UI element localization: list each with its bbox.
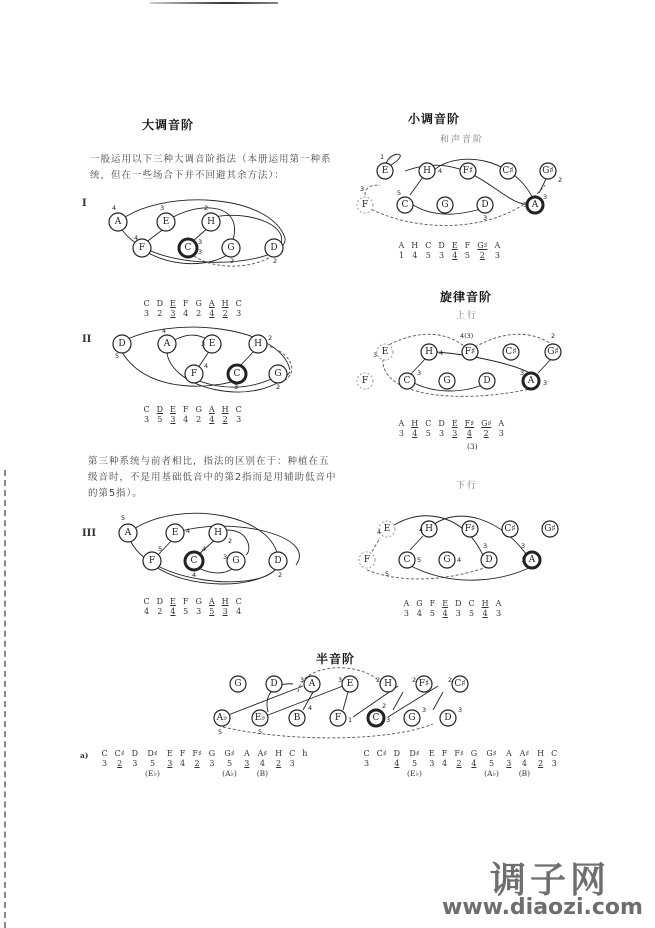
svg-text:2: 2 bbox=[382, 702, 387, 710]
svg-text:E: E bbox=[171, 528, 179, 538]
svg-text:G: G bbox=[443, 555, 451, 565]
svg-text:2: 2 bbox=[551, 332, 556, 340]
svg-text:G: G bbox=[274, 369, 282, 379]
svg-text:D: D bbox=[270, 679, 278, 689]
fingering-table-2: C D E F G A H C 3 5 3 4 2 4 2 3 bbox=[143, 404, 242, 424]
svg-text:3: 3 bbox=[521, 556, 526, 564]
svg-text:2: 2 bbox=[448, 676, 453, 684]
svg-text:3: 3 bbox=[300, 676, 305, 684]
node-A-root bbox=[527, 197, 543, 213]
svg-text:5: 5 bbox=[121, 514, 126, 522]
node-D bbox=[265, 239, 283, 257]
node-Fsharp bbox=[462, 521, 478, 537]
svg-text:3: 3 bbox=[422, 706, 427, 714]
node-A bbox=[119, 524, 137, 542]
node-C-root bbox=[179, 239, 197, 257]
svg-text:4: 4 bbox=[419, 526, 424, 534]
node-D bbox=[481, 552, 497, 568]
svg-text:3: 3 bbox=[543, 379, 548, 387]
minor-scale-title: 小调音阶 bbox=[408, 112, 461, 126]
svg-text:5: 5 bbox=[385, 570, 390, 578]
node-C bbox=[399, 552, 415, 568]
svg-text:D: D bbox=[274, 556, 282, 566]
svg-text:G♯: G♯ bbox=[547, 347, 559, 357]
node-F bbox=[359, 552, 375, 568]
node-D2 bbox=[440, 710, 456, 726]
node-F bbox=[185, 365, 203, 383]
svg-text:4: 4 bbox=[457, 556, 462, 564]
svg-text:3: 3 bbox=[160, 204, 165, 212]
svg-text:D: D bbox=[270, 243, 278, 253]
svg-text:4: 4 bbox=[134, 234, 139, 242]
svg-text:D: D bbox=[483, 376, 491, 386]
svg-text:4: 4 bbox=[438, 167, 443, 175]
chromatic-diagram bbox=[208, 672, 468, 737]
svg-text:F♯: F♯ bbox=[418, 679, 430, 689]
svg-text:C: C bbox=[401, 200, 409, 210]
svg-text:4: 4 bbox=[192, 571, 197, 579]
svg-text:G: G bbox=[234, 679, 242, 689]
svg-text:3: 3 bbox=[373, 351, 378, 359]
svg-text:E: E bbox=[381, 166, 389, 176]
node-Gsharp bbox=[540, 163, 556, 179]
svg-text:2: 2 bbox=[273, 257, 278, 265]
svg-text:2: 2 bbox=[204, 204, 209, 212]
svg-text:A♭: A♭ bbox=[216, 713, 228, 723]
node-C bbox=[399, 373, 415, 389]
svg-text:F: F bbox=[361, 376, 369, 386]
svg-text:3: 3 bbox=[223, 553, 228, 561]
svg-text:5: 5 bbox=[115, 352, 120, 360]
svg-text:G: G bbox=[227, 243, 235, 253]
chromatic-left-table: C C♯ D D♯ E F F♯ G G♯ A A♯ H C h 3 2 3 5 3 4 2 3 5 3 4 2 3 (E♭) (A♭) (B) bbox=[101, 748, 308, 778]
svg-text:C♯: C♯ bbox=[502, 166, 514, 176]
svg-text:5: 5 bbox=[417, 556, 422, 564]
svg-text:3: 3 bbox=[417, 369, 422, 377]
node-D bbox=[479, 373, 495, 389]
svg-text:H: H bbox=[425, 524, 433, 534]
svg-text:F: F bbox=[190, 369, 198, 379]
svg-text:2: 2 bbox=[230, 257, 235, 265]
node-A bbox=[109, 213, 127, 231]
svg-text:F: F bbox=[148, 556, 156, 566]
node-E bbox=[342, 676, 358, 692]
melodic-scale-title: 旋律音阶 bbox=[440, 290, 493, 304]
svg-text:5: 5 bbox=[218, 728, 223, 736]
svg-text:2: 2 bbox=[558, 176, 563, 184]
descending-subtitle: 下行 bbox=[456, 481, 479, 491]
melodic-descending-table: A G F E D C H A 3 4 5 4 3 5 4 3 bbox=[403, 598, 502, 618]
svg-text:B: B bbox=[293, 713, 301, 723]
node-E bbox=[203, 335, 221, 353]
svg-text:2: 2 bbox=[268, 334, 273, 342]
svg-text:4: 4 bbox=[308, 704, 313, 712]
svg-text:4: 4 bbox=[186, 527, 191, 535]
svg-text:D: D bbox=[444, 713, 452, 723]
harmonic-fingering-table: A H C D E F G♯ A 1 4 5 3 4 5 2 3 bbox=[398, 240, 501, 260]
node-Csharp bbox=[502, 521, 518, 537]
node-D bbox=[266, 676, 282, 692]
node-D bbox=[477, 197, 493, 213]
svg-text:3: 3 bbox=[483, 214, 488, 222]
system-label-2: II bbox=[82, 334, 92, 345]
node-G bbox=[222, 239, 240, 257]
node-D bbox=[269, 552, 287, 570]
svg-text:G♯: G♯ bbox=[544, 524, 556, 534]
svg-text:2: 2 bbox=[376, 676, 381, 684]
svg-text:C♯: C♯ bbox=[505, 347, 517, 357]
node-A-root bbox=[524, 552, 540, 568]
svg-text:E: E bbox=[162, 217, 170, 227]
svg-text:A: A bbox=[124, 528, 132, 538]
melodic-ascending-table: A H C D E F♯ G♯ A 3 4 5 3 3 4 2 3 bbox=[398, 418, 505, 438]
svg-text:4: 4 bbox=[377, 528, 382, 536]
node-Csharp bbox=[500, 163, 516, 179]
svg-text:4: 4 bbox=[162, 327, 167, 335]
harmonic-scale-subtitle: 和声音阶 bbox=[440, 135, 485, 145]
node-B bbox=[289, 710, 305, 726]
svg-text:3: 3 bbox=[234, 383, 239, 391]
svg-text:G: G bbox=[408, 713, 416, 723]
node-Csharp bbox=[503, 344, 519, 360]
svg-text:H: H bbox=[384, 679, 392, 689]
svg-text:H: H bbox=[214, 528, 222, 538]
node-E bbox=[377, 163, 393, 179]
node-H bbox=[202, 213, 220, 231]
svg-text:A: A bbox=[114, 217, 122, 227]
svg-text:A: A bbox=[528, 555, 536, 565]
svg-text:H: H bbox=[423, 166, 431, 176]
node-C-root bbox=[185, 552, 203, 570]
svg-text:3: 3 bbox=[201, 340, 206, 348]
svg-text:F: F bbox=[334, 713, 342, 723]
node-F bbox=[357, 373, 373, 389]
harmonic-diagram bbox=[355, 155, 570, 230]
svg-text:3: 3 bbox=[520, 369, 525, 377]
svg-text:A: A bbox=[527, 376, 535, 386]
node-Gsharp bbox=[542, 521, 558, 537]
svg-text:C: C bbox=[184, 243, 192, 253]
svg-text:G♯: G♯ bbox=[542, 166, 554, 176]
svg-text:4: 4 bbox=[202, 545, 207, 553]
chromatic-row-label: a) bbox=[80, 751, 89, 760]
svg-text:3: 3 bbox=[521, 542, 526, 550]
chromatic-scale-title: 半音阶 bbox=[316, 652, 356, 666]
binding-edge bbox=[4, 470, 6, 928]
major-intro-text: 一般运用以下三种大调音阶指法（本册运用第一种系统，但在一些场合下并不回避其余方法）： bbox=[90, 154, 332, 181]
svg-text:4(3): 4(3) bbox=[460, 332, 474, 340]
node-D bbox=[113, 335, 131, 353]
svg-text:H: H bbox=[254, 339, 262, 349]
major-scale-title: 大调音阶 bbox=[142, 118, 195, 132]
svg-text:E♭: E♭ bbox=[254, 713, 266, 723]
svg-text:F♯: F♯ bbox=[464, 347, 476, 357]
svg-text:E: E bbox=[208, 339, 216, 349]
page-top-edge bbox=[150, 2, 278, 4]
svg-text:D: D bbox=[118, 339, 126, 349]
svg-text:F♯: F♯ bbox=[462, 166, 474, 176]
svg-text:A: A bbox=[531, 200, 539, 210]
node-C-root bbox=[368, 710, 384, 726]
svg-text:2: 2 bbox=[278, 571, 283, 579]
node-E bbox=[157, 213, 175, 231]
svg-text:5: 5 bbox=[158, 545, 163, 553]
svg-text:3: 3 bbox=[483, 542, 488, 550]
svg-text:3: 3 bbox=[458, 706, 463, 714]
node-C-root bbox=[228, 365, 246, 383]
chromatic-right-table: C C♯ D D♯ E F F♯ G G♯ A A♯ H C 3 4 5 3 4 2 4 5 3 4 2 3 (E♭) (A♭) (B) bbox=[363, 748, 558, 778]
node-F bbox=[143, 552, 161, 570]
node-G2 bbox=[404, 710, 420, 726]
svg-text:E: E bbox=[381, 347, 389, 357]
node-A bbox=[304, 676, 320, 692]
svg-text:3: 3 bbox=[360, 185, 365, 193]
node-G bbox=[269, 365, 287, 383]
svg-text:H: H bbox=[425, 347, 433, 357]
node-Csharp bbox=[452, 676, 468, 692]
alt-finger-paren: (3) bbox=[467, 442, 478, 451]
node-F bbox=[330, 710, 346, 726]
watermark-url: www.diaozi.com bbox=[442, 895, 643, 920]
node-G bbox=[437, 197, 453, 213]
node-F bbox=[357, 197, 373, 213]
system-label-1: I bbox=[82, 198, 87, 209]
node-Aflat bbox=[214, 710, 230, 726]
svg-text:E: E bbox=[383, 524, 391, 534]
node-H bbox=[249, 335, 267, 353]
watermark-logo: 调子网 bbox=[490, 860, 611, 901]
svg-text:C♯: C♯ bbox=[454, 679, 466, 689]
svg-text:3: 3 bbox=[198, 238, 203, 246]
svg-text:C: C bbox=[403, 555, 411, 565]
node-H bbox=[209, 524, 227, 542]
svg-text:4: 4 bbox=[112, 204, 117, 212]
node-Eflat bbox=[252, 710, 268, 726]
svg-text:1: 1 bbox=[380, 153, 385, 161]
svg-text:2: 2 bbox=[276, 383, 281, 391]
node-Fsharp bbox=[416, 676, 432, 692]
node-A bbox=[158, 335, 176, 353]
svg-text:A: A bbox=[308, 679, 316, 689]
node-E bbox=[166, 524, 184, 542]
svg-text:F♯: F♯ bbox=[464, 524, 476, 534]
svg-text:2: 2 bbox=[412, 676, 417, 684]
svg-text:D: D bbox=[485, 555, 493, 565]
svg-text:3: 3 bbox=[386, 716, 391, 724]
svg-text:3: 3 bbox=[523, 201, 528, 209]
node-H bbox=[419, 163, 435, 179]
system-comparison-text: 第三种系统与前者相比，指法的区别在于：种植在五级音时，不是用基础低音中的第2指而是用辅助低音中的第5指）。 bbox=[88, 456, 337, 499]
svg-text:D: D bbox=[481, 200, 489, 210]
node-H bbox=[380, 676, 396, 692]
melodic-descending-diagram bbox=[355, 510, 570, 585]
svg-text:C: C bbox=[372, 713, 380, 723]
system-label-3: III bbox=[82, 528, 97, 539]
svg-text:2: 2 bbox=[228, 537, 233, 545]
node-H bbox=[421, 344, 437, 360]
node-E bbox=[379, 521, 395, 537]
fingering-diagram-3 bbox=[118, 515, 308, 590]
svg-text:3: 3 bbox=[338, 676, 343, 684]
melodic-ascending-diagram bbox=[355, 332, 570, 410]
fingering-table-3: C D E F G A H C 4 2 4 5 3 5 3 4 bbox=[143, 596, 242, 616]
svg-text:G: G bbox=[443, 376, 451, 386]
svg-text:G: G bbox=[232, 556, 240, 566]
svg-text:H: H bbox=[207, 217, 215, 227]
svg-text:G: G bbox=[441, 200, 449, 210]
node-G bbox=[227, 552, 245, 570]
node-G bbox=[439, 373, 455, 389]
node-G bbox=[230, 676, 246, 692]
node-E bbox=[377, 344, 393, 360]
node-C bbox=[397, 197, 413, 213]
svg-text:A: A bbox=[163, 339, 171, 349]
node-Gsharp bbox=[545, 344, 561, 360]
svg-text:3: 3 bbox=[198, 248, 203, 256]
svg-text:3: 3 bbox=[543, 193, 548, 201]
svg-text:C: C bbox=[233, 369, 241, 379]
ascending-subtitle: 上行 bbox=[456, 311, 479, 321]
fingering-table-1: C D E F G A H C 3 2 3 4 2 4 2 3 bbox=[143, 298, 242, 318]
node-A-root bbox=[523, 373, 539, 389]
svg-text:C♯: C♯ bbox=[504, 524, 516, 534]
svg-text:C: C bbox=[403, 376, 411, 386]
svg-text:F: F bbox=[361, 200, 369, 210]
node-Fsharp bbox=[462, 344, 478, 360]
svg-text:5: 5 bbox=[397, 189, 402, 197]
fingering-diagram-2 bbox=[110, 327, 300, 400]
svg-text:4: 4 bbox=[439, 349, 444, 357]
node-G bbox=[439, 552, 455, 568]
svg-text:C: C bbox=[190, 556, 198, 566]
svg-text:F: F bbox=[138, 243, 146, 253]
svg-text:E: E bbox=[346, 679, 354, 689]
node-H bbox=[421, 521, 437, 537]
svg-text:F: F bbox=[363, 555, 371, 565]
svg-text:5: 5 bbox=[258, 728, 263, 736]
svg-text:4: 4 bbox=[204, 362, 209, 370]
svg-text:1: 1 bbox=[348, 716, 353, 724]
node-Fsharp bbox=[460, 163, 476, 179]
fingering-diagram-1 bbox=[100, 198, 300, 278]
